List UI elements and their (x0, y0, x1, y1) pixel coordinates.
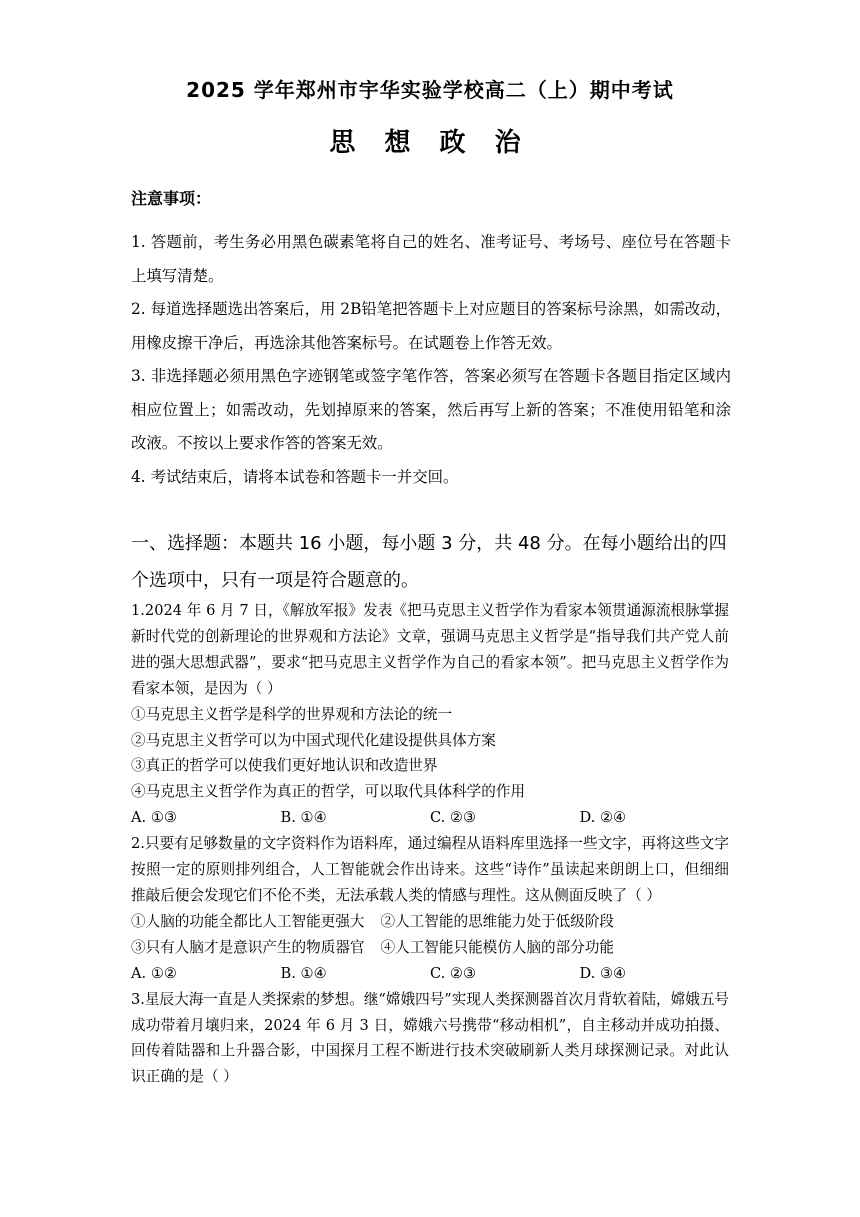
notice-item: 4. 考试结束后，请将本试卷和答题卡一并交回。 (131, 467, 459, 486)
option-b: B. ①④ (280, 809, 327, 827)
statement-row (131, 935, 729, 961)
section-heading: 一、选择题：本题共 16 小题，每小题 3 分，共 48 分。在每小题给出的四个选项中，只有一项是符合题意的。 (131, 533, 727, 591)
question-1 (131, 598, 729, 831)
option-d: D. ③④ (579, 964, 627, 982)
option-b: B. ①④ (280, 964, 327, 982)
statement: ③真正的哲学可以使我们更好地认识和改造世界 (131, 757, 438, 775)
question-stem: 2.只要有足够数量的文字资料作为语料库，通过编程从语料库里选择一些文字，再将这些文字按照一定的原则排列组合，人工智能就会作出诗来。这些“诗作”虽读起来朗朗上口，但细细推敲后便会发现它们不伦不类，无法承载人类的情感与理性。这从侧面反映了（ ） (131, 835, 729, 904)
question-3 (131, 987, 729, 1091)
statement: ①马克思主义哲学是科学的世界观和方法论的统一 (131, 705, 453, 723)
statement: ③只有人脑才是意识产生的物质器官 (131, 938, 365, 956)
notice-item: 3. 非选择题必须用黑色字迹钢笔或签字笔作答，答案必须写在答题卡各题目指定区域内相应位置上；如需改动，先划掉原来的答案，然后再写上新的答案；不准使用铅笔和涂改液。不按以上要求作答的答案无效。 (131, 367, 731, 452)
exam-title: 2025 学年郑州市宇华实验学校高二（上）期中考试 (186, 78, 674, 102)
question-stem: 1.2024 年 6 月 7 日，《解放军报》发表《把马克思主义哲学作为看家本领贯通源流根脉掌握新时代党的创新理论的世界观和方法论》文章，强调马克思主义哲学是“指导我们共产党人前进的强大思想武器”，要求“把马克思主义哲学作为自己的看家本领”。把马克思主义哲学作为看家本领，是因为（ ） (131, 602, 729, 697)
question-stem: 3.星辰大海一直是人类探索的梦想。继“嫦娥四号”实现人类探测器首次月背软着陆，嫦娥五号成功带着月壤归来，2024 年 6 月 3 日，嫦娥六号携带“移动相机”，自主移动并成功拍摄、回传着陆器和上升器合影，中国探月工程不断进行技术突破刷新人类月球探测记录。对此认识正确的是（ ） (131, 990, 730, 1086)
subject-title: 思 想 政 治 (329, 128, 531, 158)
option-a: A. ①③ (131, 809, 177, 827)
statement: ②人工智能的思维能力处于低级阶段 (380, 912, 615, 930)
notice-heading: 注意事项： (131, 189, 212, 208)
answer-options (131, 805, 729, 831)
statement: ②马克思主义哲学可以为中国式现代化建设提供具体方案 (131, 731, 496, 749)
option-a: A. ①② (131, 964, 177, 982)
option-d: D. ②④ (579, 809, 627, 827)
question-list (131, 598, 729, 1090)
answer-options (131, 961, 729, 987)
question-2 (131, 831, 729, 986)
notice-item: 1. 答题前，考生务必用黑色碳素笔将自己的姓名、准考证号、考场号、座位号在答题卡上填写清楚。 (131, 233, 731, 285)
notice-item: 2. 每道选择题选出答案后，用 2B铅笔把答题卡上对应题目的答案标号涂黑，如需改动，用橡皮擦干净后，再选涂其他答案标号。在试题卷上作答无效。 (131, 300, 731, 352)
statement: ④人工智能只能模仿人脑的部分功能 (380, 938, 615, 956)
notice-list (131, 226, 731, 494)
statement: ④马克思主义哲学作为真正的哲学，可以取代具体科学的作用 (131, 783, 526, 801)
option-c: C. ②③ (430, 964, 477, 982)
statement-row (131, 909, 729, 935)
statement: ①人脑的功能全都比人工智能更强大 (131, 912, 365, 930)
option-c: C. ②③ (430, 809, 477, 827)
